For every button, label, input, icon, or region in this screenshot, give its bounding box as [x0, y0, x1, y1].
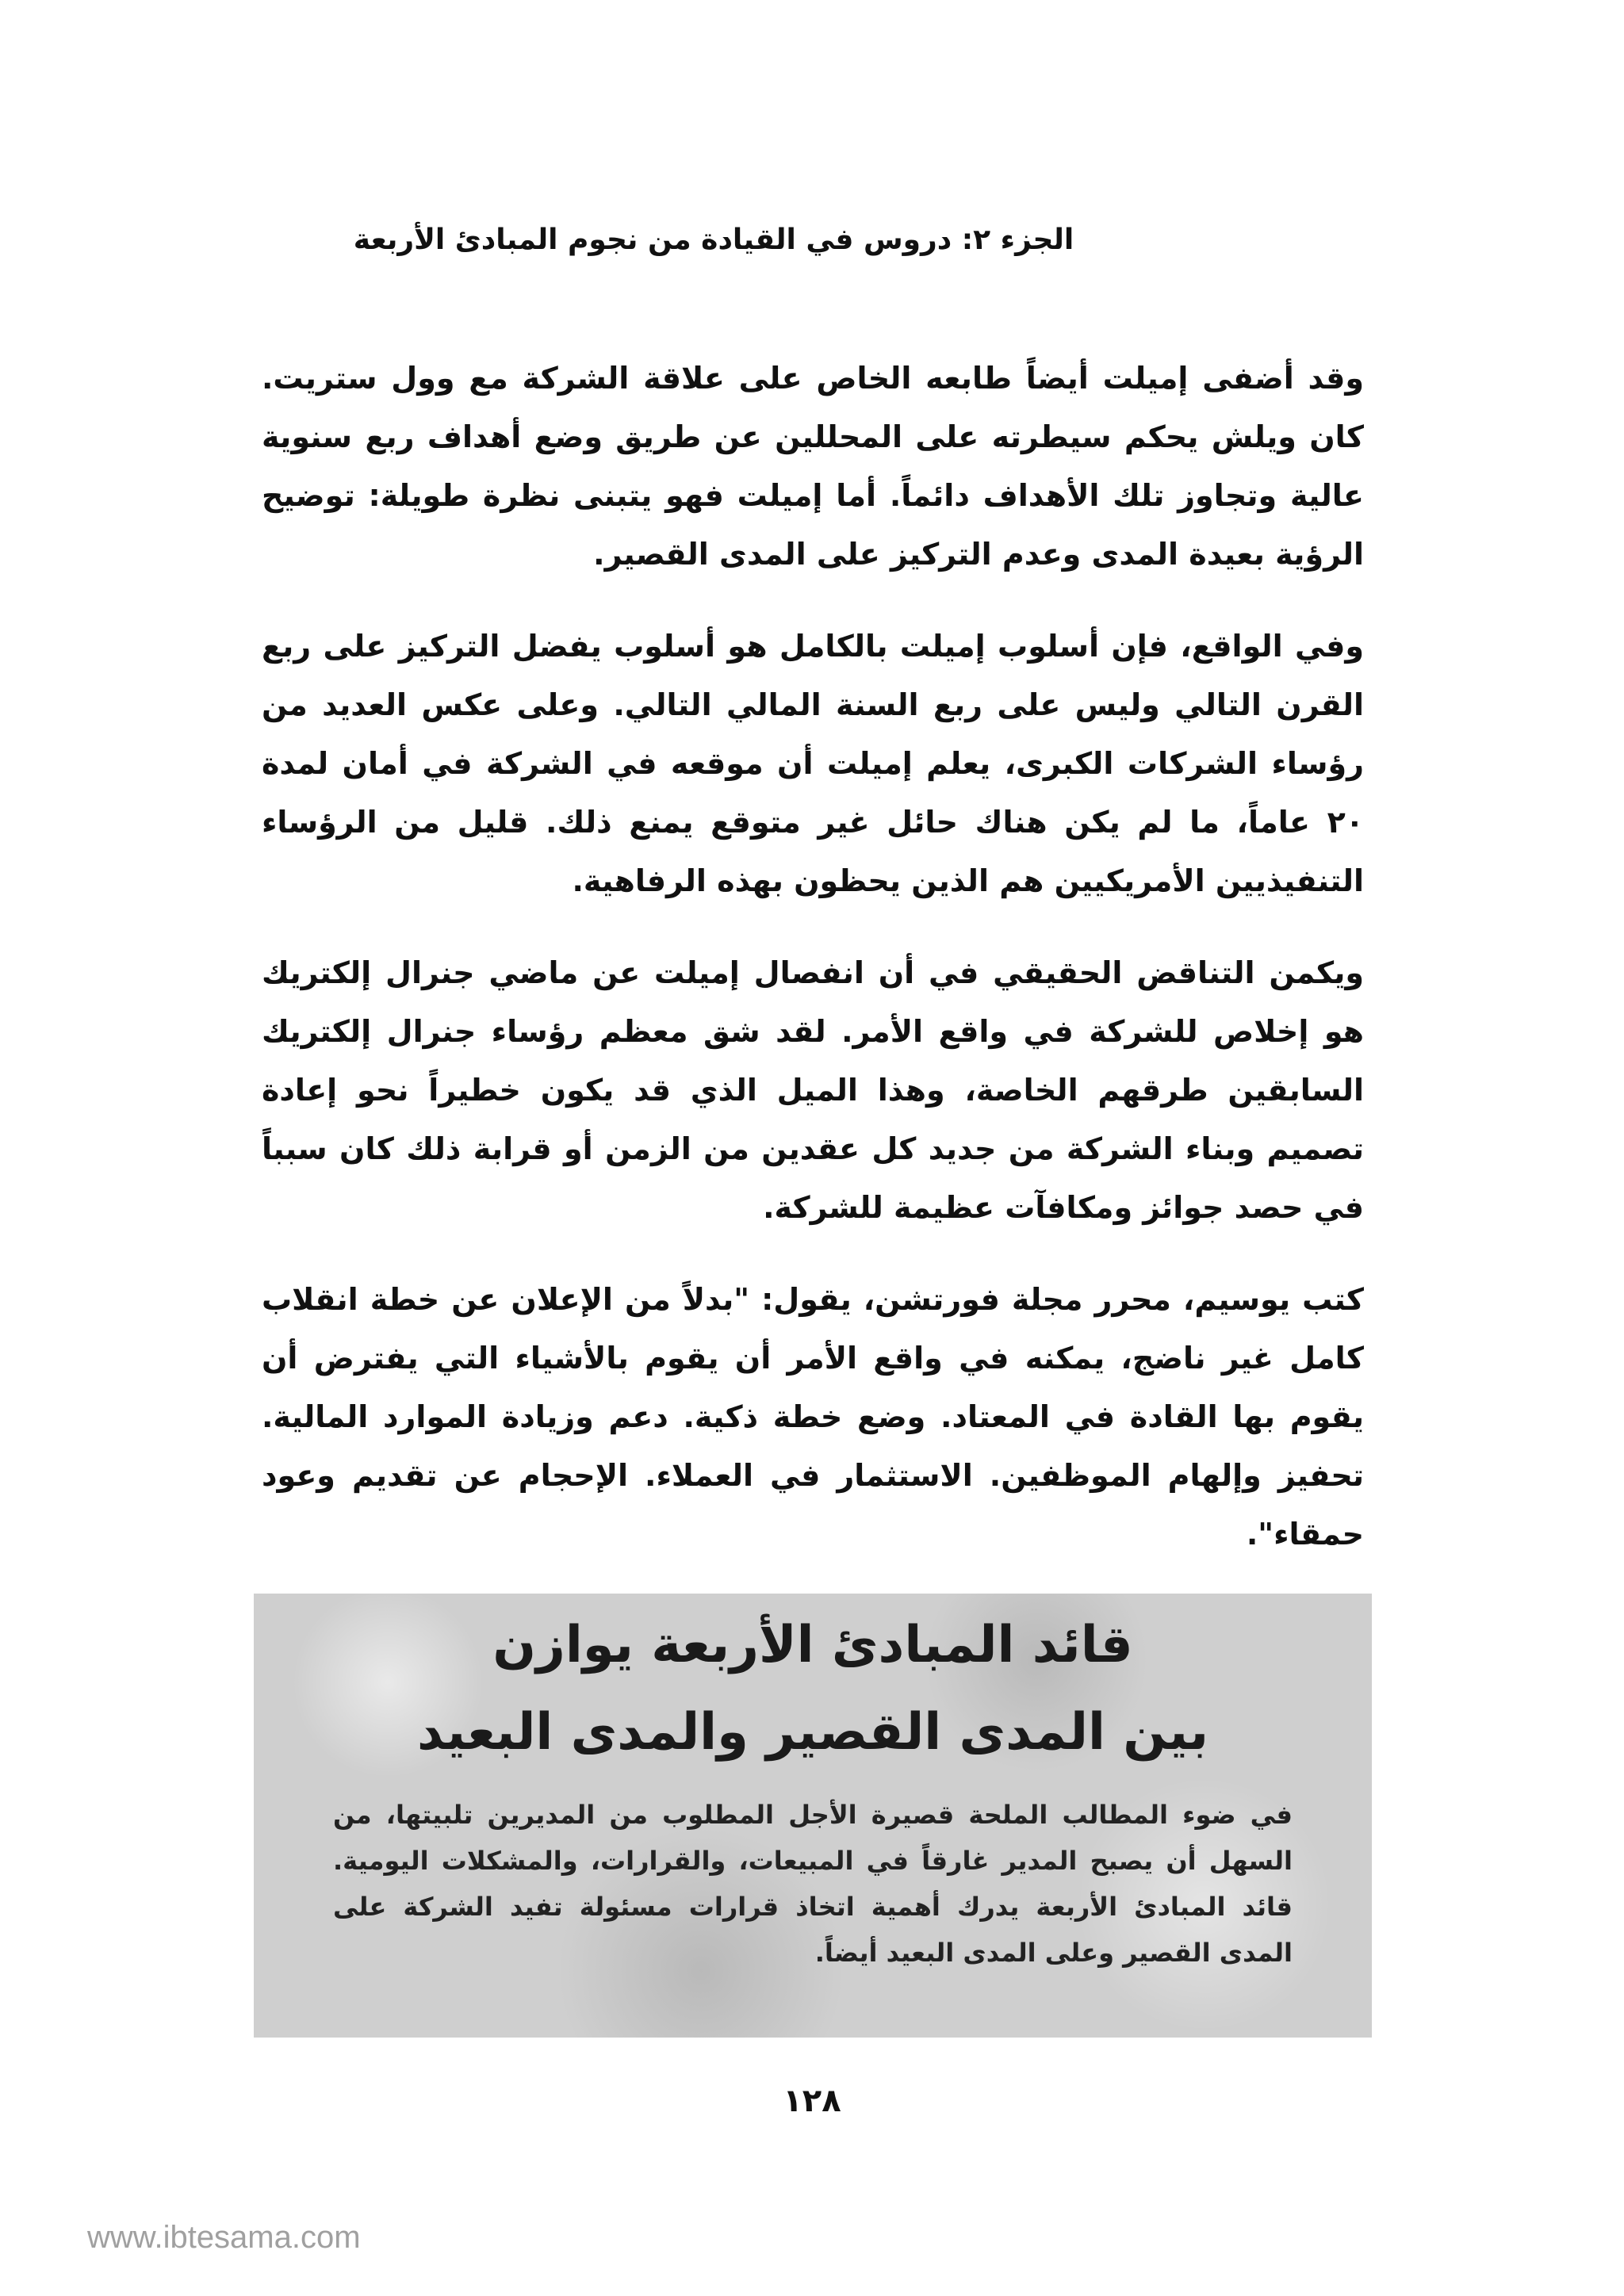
callout-title [254, 1601, 1372, 1776]
paragraph: وفي الواقع، فإن أسلوب إميلت بالكامل هو أسلوب يفضل التركيز على ربع القرن التالي وليس على ربع السنة المالي التالي. وعلى عكس العديد من رؤساء الشركات الكبرى، يعلم إميلت أن موقعه في الشركة في أمان لمدة ٢٠ عاماً، ما لم يكن هناك حائل غير متوقع يمنع ذلك. قليل من الرؤساء التنفيذيين الأمريكيين هم الذين يحظون بهذه الرفاهية. [262, 629, 1364, 898]
callout-title-line2: بين المدى القصير والمدى البعيد [417, 1703, 1208, 1762]
watermark: www.ibtesama.com [87, 2220, 361, 2255]
page-number: ١٢٨ [783, 2083, 841, 2119]
callout-box [254, 1594, 1372, 2038]
body-text [262, 349, 1364, 1563]
running-header: الجزء ٢: دروس في القيادة من نجوم المبادئ الأربعة [353, 224, 1074, 256]
callout-text: في ضوء المطالب الملحة قصيرة الأجل المطلوب من المديرين تلبيتها، من السهل أن يصبح المدير غارقاً في المبيعات، والقرارات، والمشكلات اليومية. قائد المبادئ الأربعة يدرك أهمية اتخاذ قرارات مسئولة تفيد الشركة على المدى القصير وعلى المدى البعيد أيضاً. [333, 1800, 1293, 1968]
paragraph: ويكمن التناقض الحقيقي في أن انفصال إميلت عن ماضي جنرال إلكتريك هو إخلاص للشركة في واقع الأمر. لقد شق معظم رؤساء جنرال إلكتريك السابقين طرقهم الخاصة، وهذا الميل الذي قد يكون خطيراً نحو إعادة تصميم وبناء الشركة من جديد كل عقدين من الزمن أو قرابة ذلك كان سبباً في حصد جوائز ومكافآت عظيمة للشركة. [262, 955, 1364, 1225]
paragraph: وقد أضفى إميلت أيضاً طابعه الخاص على علاقة الشركة مع وول ستريت. كان ويلش يحكم سيطرته على المحللين عن طريق وضع أهداف ربع سنوية عالية وتجاوز تلك الأهداف دائماً. أما إميلت فهو يتبنى نظرة طويلة: توضيح الرؤية بعيدة المدى وعدم التركيز على المدى القصير. [262, 361, 1364, 572]
paragraph: كتب يوسيم، محرر مجلة فورتشن، يقول: "بدلاً من الإعلان عن خطة انقلاب كامل غير ناضج، يمكنه في واقع الأمر أن يقوم بالأشياء التي يفترض أن يقوم بها القادة في المعتاد. وضع خطة ذكية. دعم وزيادة الموارد المالية. تحفيز وإلهام الموظفين. الاستثمار في العملاء. الإحجام عن تقديم وعود حمقاء". [262, 1282, 1364, 1552]
callout-title-line1: قائد المبادئ الأربعة يوازن [492, 1616, 1133, 1674]
